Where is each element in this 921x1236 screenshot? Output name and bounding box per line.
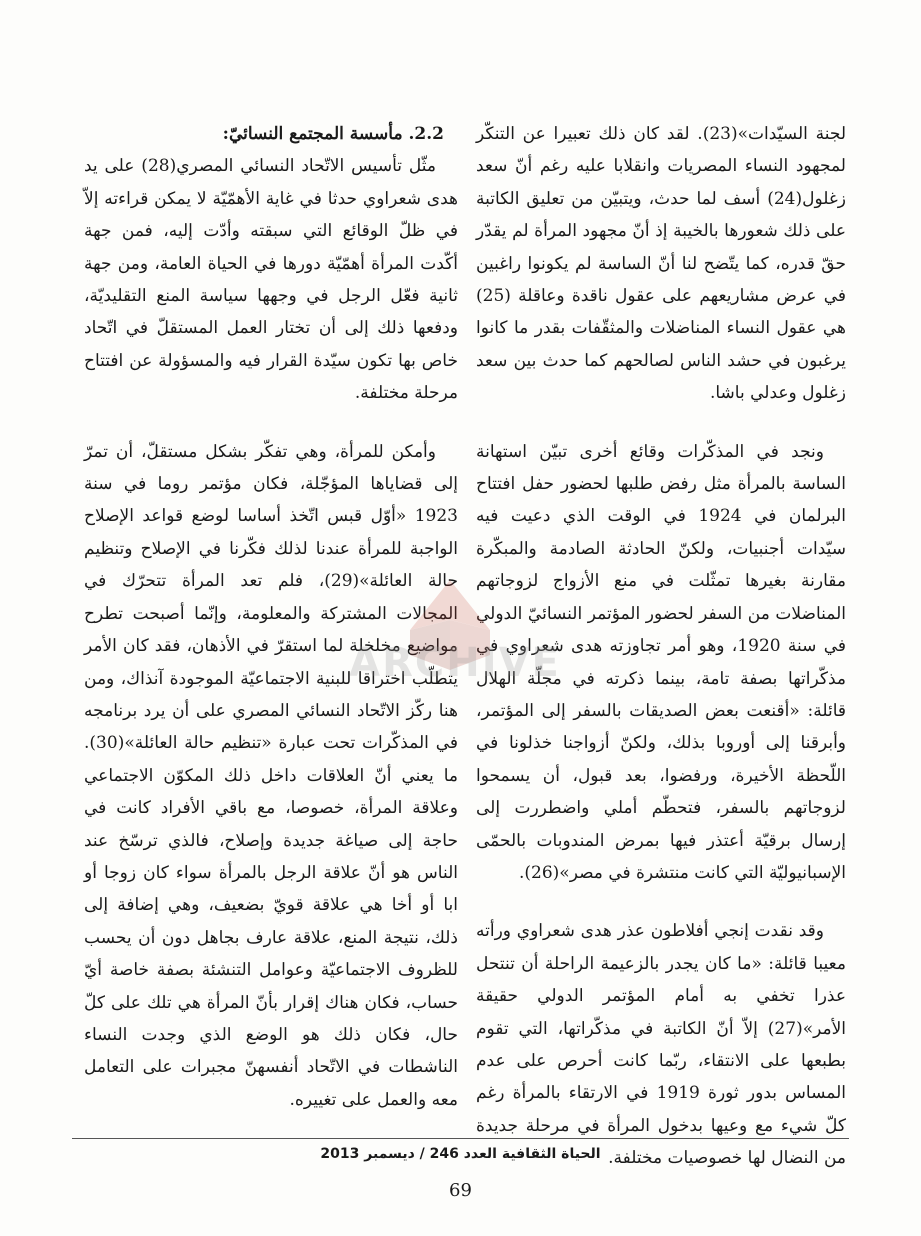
page-number: 69 xyxy=(449,1180,472,1201)
footer-publication: الحياة الثقافية العدد 246 / ديسمبر 2013 xyxy=(320,1146,601,1162)
paragraph: ونجد في المذكّرات وقائع أخرى تبيّن استهانة الساسة بالمرأة مثل رفض طلبها لحضور حفل افتتاح البرلمان في 1924 في الوقت الذي دعيت فيه سيّدات أجنبيات، ولكنّ الحادثة الصادمة والمبكّرة مقارنة بغيرها تمثّلت في منع الأزواج لزوجاتهم المناضلات من السفر لحضور المؤتمر النسائيّ الدولي في سنة 1920، وهو أمر تجاوزته هدى شعراوي في مذكّراتها بصفة تامة، بينما ذكرته في مجلّة الهلال قائلة: «أقنعت بعض الصديقات بالسفر إلى المؤتمر، وأبرقنا إلى أوروبا بذلك، ولكنّ أزواجنا خذلونا في اللّحظة الأخيرة، ورفضوا، بعد قبول، أن يسمحوا لزوجاتهم بالسفر، فتحطّم أملي واضطررت إلى إرسال برقيّة أعتذر فيها بمرض المندوبات بالحمّى الإسبانيوليّة التي كانت منتشرة في مصر»(26). xyxy=(476,441,847,883)
paragraph: لجنة السيّدات»(23). لقد كان ذلك تعبيرا عن التنكّر لمجهود النساء المصريات وانقلابا عليه رغم أنّ سعد زغلول(24) أسف لما حدث، ويتبيّن من تعليق الكاتبة على ذلك شعورها بالخيبة إذ أنّ مجهود المرأة لم يقدّر حقّ قدره، كما يتّضح لنا أنّ الساسة لم يكونوا راغبين في عرض مشاريعهم على عقول ناقدة وعاقلة (25) هي عقول النساء المناضلات والمثقّفات بقدر ما كانوا يرغبون في حشد الناس لصالحهم كما حدث بين سعد زغلول وعدلي باشا. xyxy=(476,124,847,404)
paragraph: وقد نقدت إنجي أفلاطون عذر هدى شعراوي ورأته معيبا قائلة: «ما كان يجدر بالزعيمة الراحلة أن تنتحل عذرا تخفي به أمام المؤتمر الدولي حقيقة الأمر»(27) إلاّ أنّ الكاتبة في مذكّراتها، التي تقوم بطبعها على الانتقاء، ربّما كانت أحرص على عدم المساس بدور ثورة 1919 في الارتقاء بالمرأة رغم كلّ شيء مع وعيها بدخول المرأة في مرحلة جديدة من النضال لها خصوصيات مختلفة. xyxy=(476,921,846,1169)
section-title: 2.2. مأسسة المجتمع النسائيّ: xyxy=(222,124,444,144)
paragraph: وأمكن للمرأة، وهي تفكّر بشكل مستقلّ، أن تمرّ إلى قضاياها المؤجّلة، فكان مؤتمر روما في سنة 1923 «أوّل قبس اتّخذ أساسا لوضع قواعد الإصلاح الواجبة للمرأة عندنا لذلك فكّرنا في الإصلاح وتنظيم حالة العائلة»(29)، فلم تعد المرأة تتحرّك في المجالات المشتركة والمعلومة، وإنّما أصبحت تطرح مواضيع مخلخلة لما استقرّ في الأذهان، فقد كان الأمر يتطلّب اختراقا للبنية الاجتماعيّة الموجودة آنذاك، ومن هنا ركّز الاتّحاد النسائي المصري على أن يرد برنامجه في المذكّرات تحت عبارة «تنظيم حالة العائلة»(30). ما يعني أنّ العلاقات داخل ذلك المكوّن الاجتماعي وعلاقة المرأة، خصوصا، مع باقي الأفراد كانت في حاجة إلى صياغة جديدة وإصلاح، فالذي ترسّخ عند الناس هو أنّ علاقة الرجل بالمرأة سواء كان زوجا أو ابا أو أخا هي علاقة قويّ بضعيف، وهي إضافة إلى ذلك، نتيجة المنع، علاقة عارف بجاهل دون أن يحسب للظروف الاجتماعيّة وعوامل التنشئة بصفة خاصة أيّ حساب، فكان هناك إقرار بأنّ المرأة هي تلك على كلّ حال، فكان ذلك هو الوضع الذي وجدت النساء الناشطات في الاتّحاد أنفسهنّ مجبرات على التعامل معه والعمل على تغييره. xyxy=(84,441,458,1110)
paragraph: مثّل تأسيس الاتّحاد النسائي المصري(28) على يد هدى شعراوي حدثا في غاية الأهمّيّة لا يمكن قراءته إلاّ في ظلّ الوقائع التي سبقته وأدّت إليه، فمن جهة أكّدت المرأة أهمّيّة دورها في الحياة العامة، ومن جهة ثانية فعّل الرجل في وجهها سياسة المنع التقليديّة، ودفعها ذلك إلى أن تختار العمل المستقلّ في اتّحاد خاص بها تكون سيّدة القرار فيه والمسؤولة عن افتتاح مرحلة مختلفة. xyxy=(84,156,458,404)
article-left-column xyxy=(84,118,458,1116)
watermark-text: ARCHIVE xyxy=(349,640,561,686)
footer-divider xyxy=(72,1138,849,1139)
